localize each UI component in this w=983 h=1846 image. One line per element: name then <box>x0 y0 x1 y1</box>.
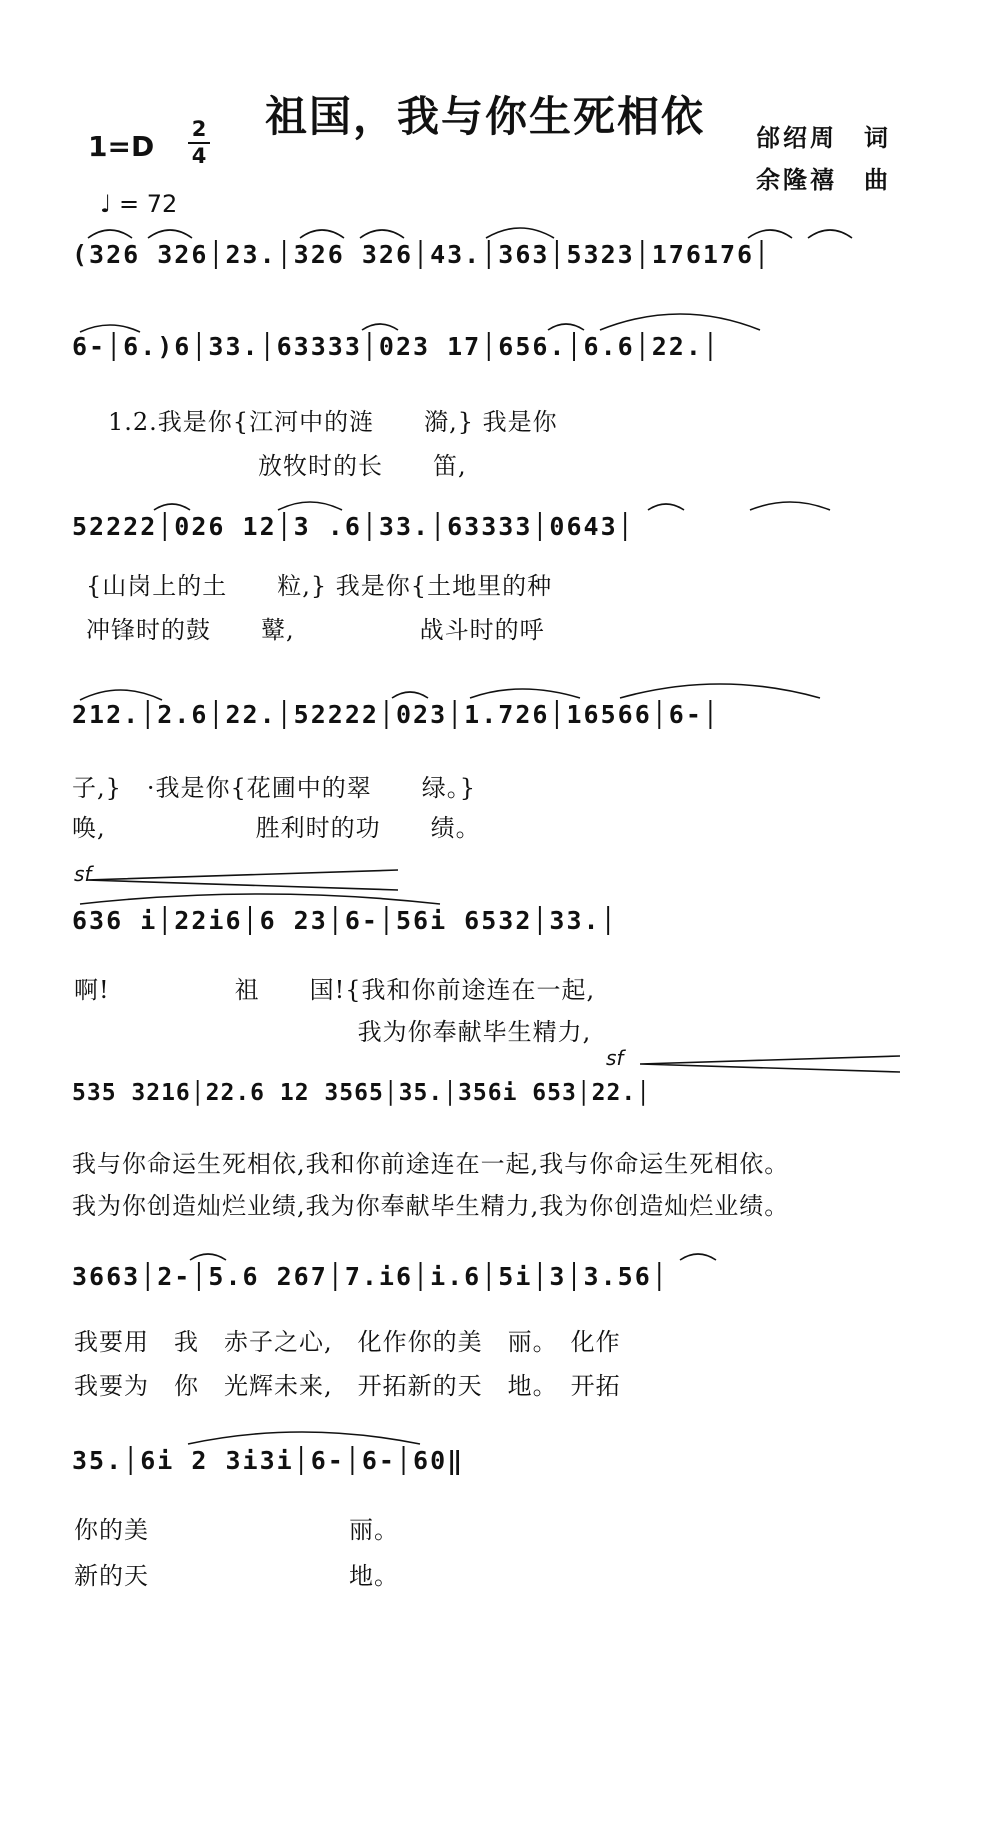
slur <box>362 324 398 330</box>
slur <box>808 230 852 238</box>
song-title: 祖国，我与你生死相依 <box>265 92 706 141</box>
lyric-verse-1: 1.2.我是你{江河中的涟 漪,} 我是你 <box>108 408 558 436</box>
slur <box>300 230 344 238</box>
lyric-verse-1: 我要用 我 赤子之心, 化作你的美 丽。 化作 <box>74 1328 621 1356</box>
lyric-verse-2: 新的天 地。 <box>74 1562 399 1590</box>
sforzando-marking: sf <box>74 862 92 886</box>
slur <box>190 1254 226 1260</box>
slur <box>486 228 554 238</box>
slur <box>392 692 428 698</box>
crescendo-hairpin <box>640 1056 900 1072</box>
slur <box>80 690 162 700</box>
slur <box>80 894 440 904</box>
composer-credit: 余隆禧 曲 <box>756 166 891 194</box>
slur <box>548 324 584 330</box>
crescendo-hairpin <box>86 870 398 890</box>
notation-system-5: 636 i│22i6│6 23│6-│56i 6532│33.│ <box>72 906 618 935</box>
notation-system-3: 52222│026 12│3 .6│33.│63333│0643│ <box>72 512 635 541</box>
slur <box>750 502 830 510</box>
lyric-verse-1: 啊! 祖 国!{我和你前途连在一起, <box>74 976 596 1004</box>
key-signature: 1=D <box>88 130 155 163</box>
sforzando-marking: sf <box>606 1046 624 1070</box>
slur <box>680 1254 716 1260</box>
lyric-verse-1: 我与你命运生死相依,我和你前途连在一起,我与你命运生死相依。 <box>72 1150 790 1178</box>
slur <box>600 314 760 330</box>
notation-system-1: (326 326│23.│326 326│43.│363│5323│176176│ <box>72 240 772 269</box>
slur <box>620 684 820 698</box>
lyric-verse-2: 唤, 胜利时的功 绩。 <box>72 814 481 842</box>
slur <box>648 504 684 510</box>
slur <box>748 230 792 238</box>
quarter-note-icon: ♩ <box>100 190 112 218</box>
lyric-verse-1: 你的美 丽。 <box>74 1516 399 1544</box>
lyric-verse-1: {山岗上的土 粒,} 我是你{土地里的种 <box>86 572 553 600</box>
lyricist-credit: 邰绍周 词 <box>756 124 891 152</box>
slur <box>360 230 404 238</box>
time-denominator: 4 <box>191 144 207 168</box>
slur <box>278 502 342 510</box>
slur <box>148 230 192 238</box>
notation-system-2: 6-│6.)6│33.│63333│023 17│656.│6.6│22.│ <box>72 332 720 361</box>
lyric-verse-2: 放牧时的长 笛, <box>108 452 467 480</box>
lyric-verse-2: 我为你创造灿烂业绩,我为你奉献毕生精力,我为你创造灿烂业绩。 <box>72 1192 790 1220</box>
slur <box>188 1432 420 1444</box>
slur <box>154 504 190 510</box>
time-numerator: 2 <box>191 117 207 141</box>
notation-system-6: 535 3216│22.6 12 3565│35.│356i 653│22.│ <box>72 1080 652 1106</box>
lyric-verse-1: 子,} ·我是你{花圃中的翠 绿。} <box>72 774 477 802</box>
lyric-verse-2: 我为你奉献毕生精力, <box>74 1018 592 1046</box>
lyric-verse-2: 冲锋时的鼓 鼙, 战斗时的呼 <box>86 616 545 644</box>
lyric-verse-2: 我要为 你 光辉未来, 开拓新的天 地。 开拓 <box>74 1372 621 1400</box>
slur <box>470 689 580 698</box>
notation-system-7: 3663│2-│5.6 267│7.i6│i.6│5i│3│3.56│ <box>72 1262 669 1291</box>
slur <box>88 230 132 238</box>
notation-system-8: 35.│6i 2 3i3i│6-│6-│60‖ <box>72 1446 465 1475</box>
tempo-value: = 72 <box>118 190 178 218</box>
slur <box>80 325 140 332</box>
notation-system-4: 212.│2.6│22.│52222│023│1.726│16566│6-│ <box>72 700 720 729</box>
